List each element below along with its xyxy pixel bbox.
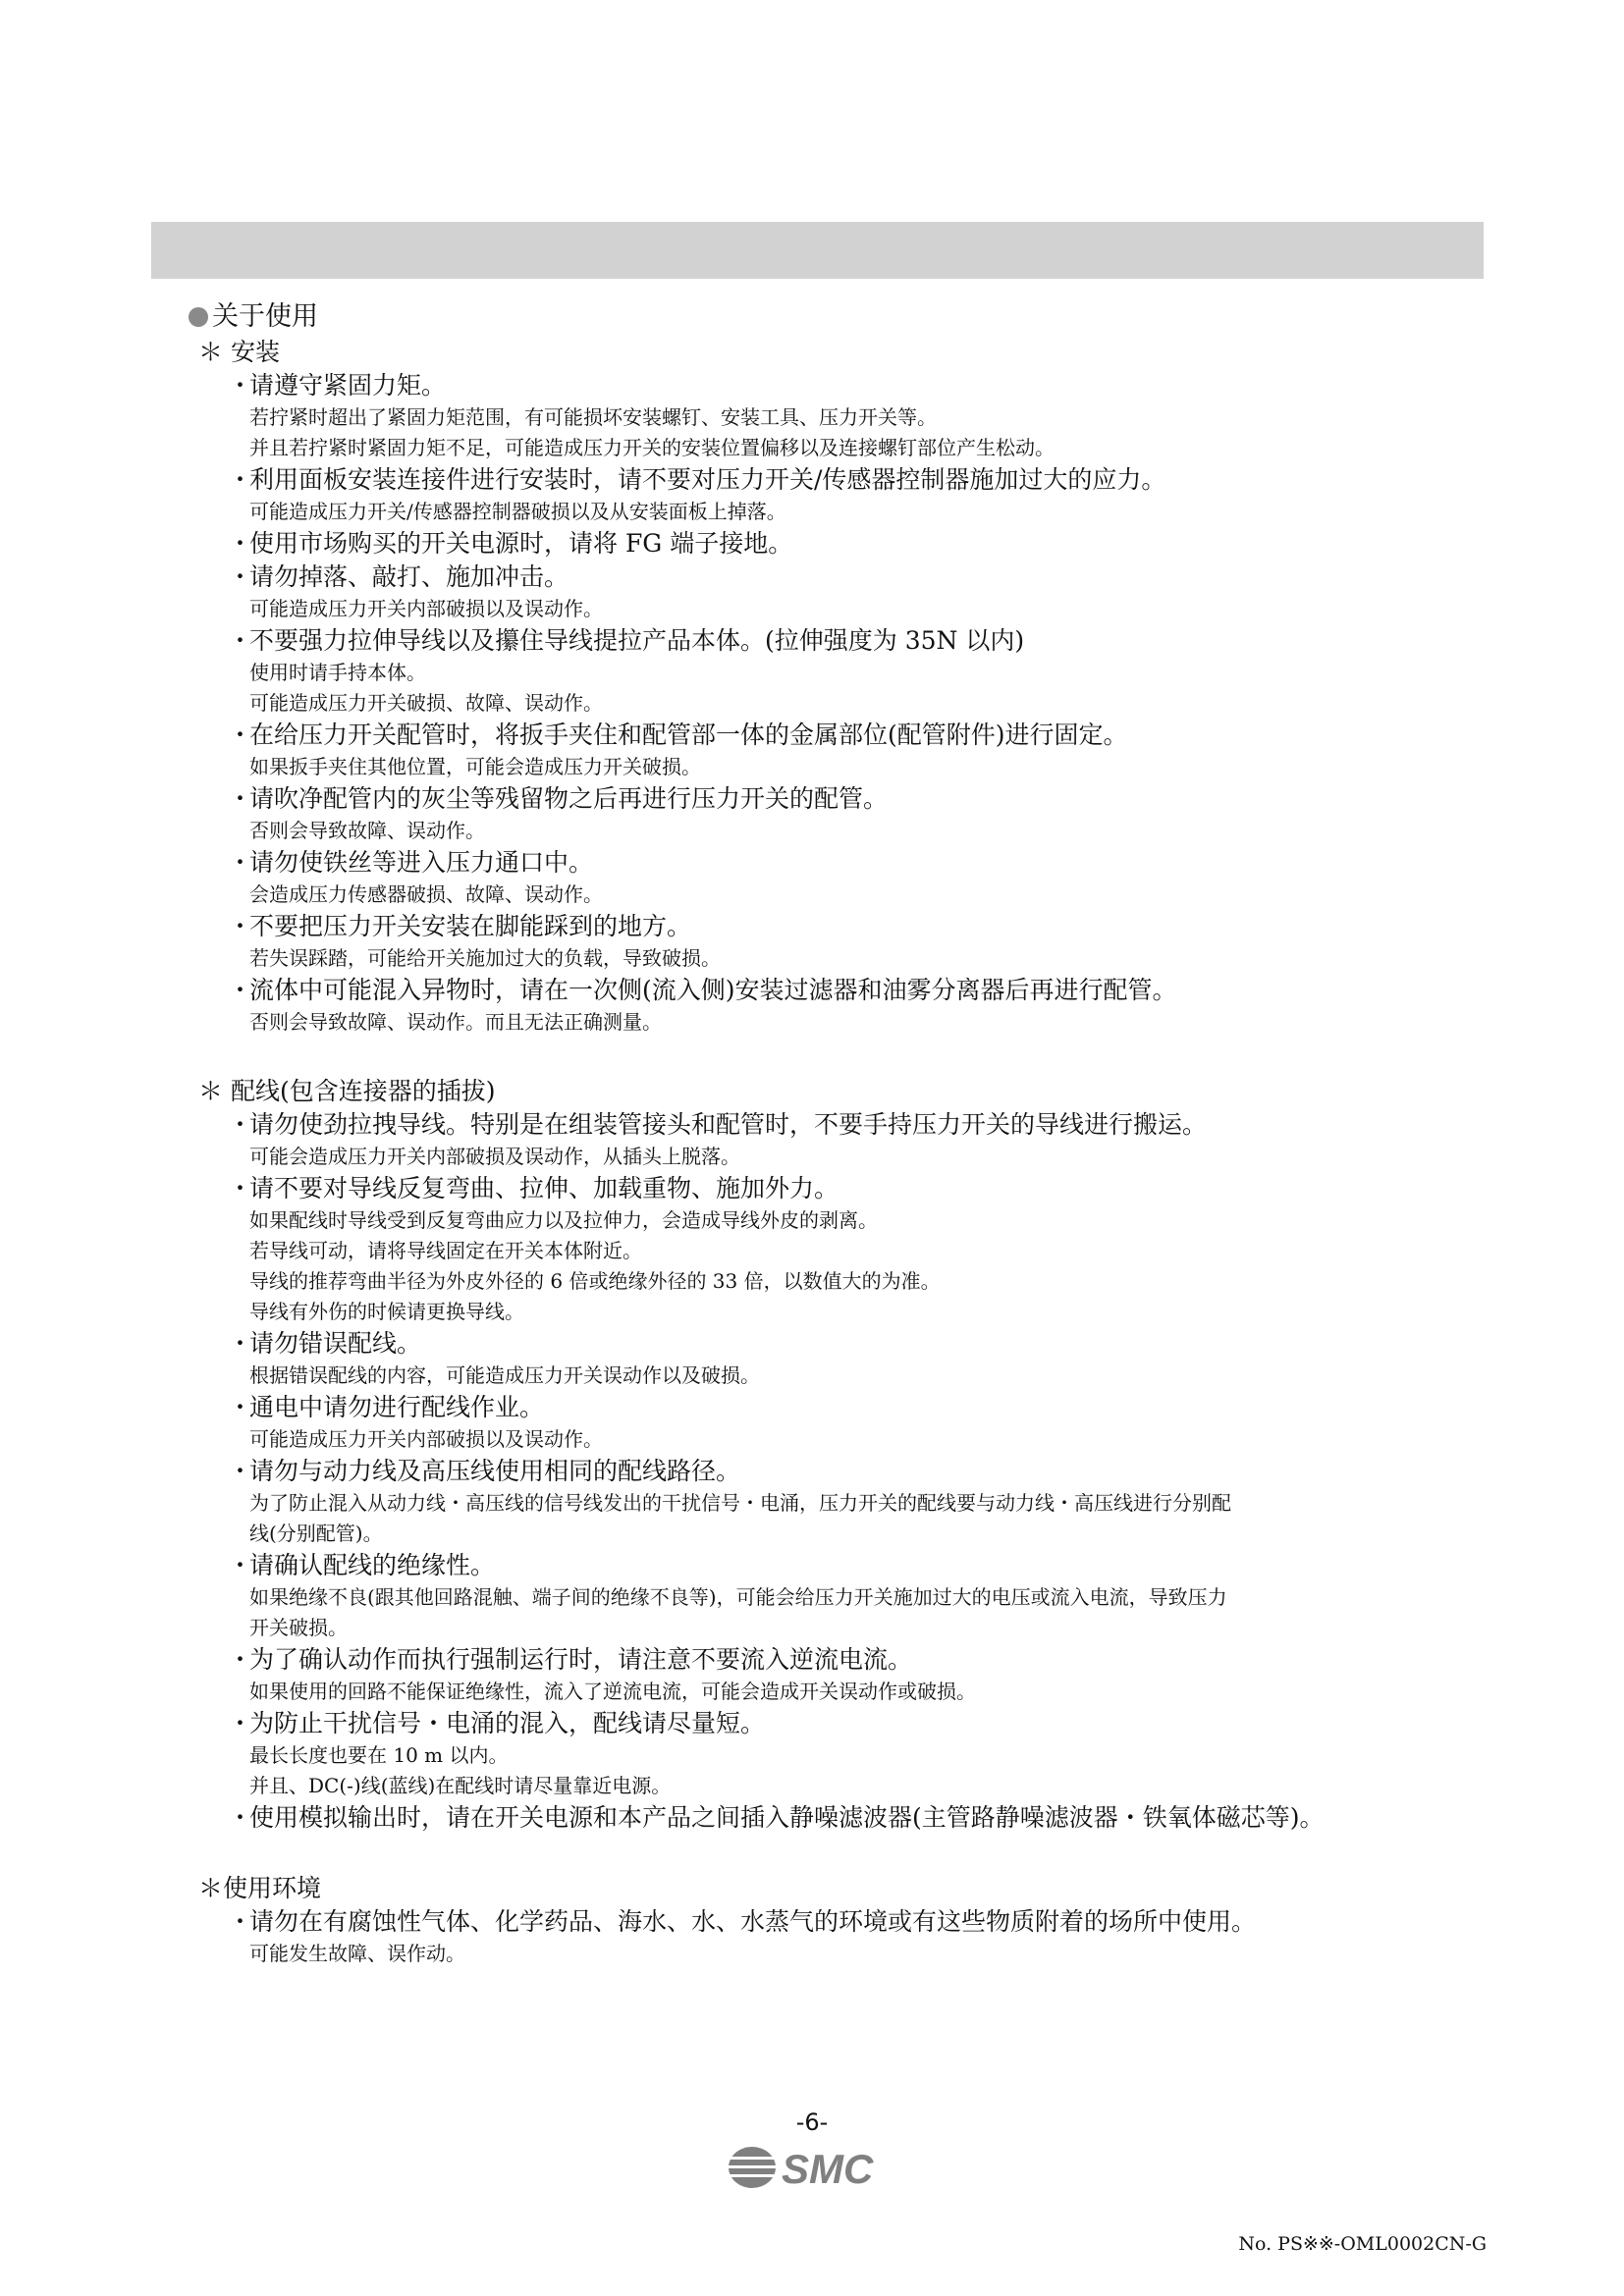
note-line: 若导线可动，请将导线固定在开关本体附近。 bbox=[249, 1239, 642, 1262]
bullet-icon: ・ bbox=[228, 1174, 253, 1202]
bullet-line bbox=[228, 782, 1494, 816]
note-line: 导线的推荐弯曲半径为外皮外径的 6 倍或绝缘外径的 33 倍，以数值大的为准。 bbox=[249, 1269, 941, 1293]
item-text: 请不要对导线反复弯曲、拉伸、加载重物、施加外力。 bbox=[249, 1174, 839, 1202]
section-title: 关于使用 bbox=[212, 301, 318, 332]
bullet-line bbox=[228, 561, 1494, 594]
section-gap bbox=[189, 1835, 1494, 1872]
note-line: 为了防止混入从动力线・高压线的信号线发出的干扰信号・电涌，压力开关的配线要与动力线・高压线进行分别配 bbox=[249, 1491, 1231, 1515]
bullet-line bbox=[228, 1391, 1494, 1424]
bullet-icon: ・ bbox=[228, 1393, 253, 1421]
bullet-icon: ・ bbox=[228, 848, 253, 877]
item-text: 不要把压力开关安装在脚能踩到的地方。 bbox=[249, 912, 692, 940]
wiring-section bbox=[198, 1075, 1494, 1835]
list-item bbox=[228, 1707, 1494, 1801]
list-item bbox=[228, 974, 1494, 1038]
item-notes bbox=[228, 497, 1494, 527]
note-line: 如果使用的回路不能保证绝缘性，流入了逆流电流，可能会造成开关误动作或破损。 bbox=[249, 1680, 976, 1703]
bullet-line bbox=[228, 846, 1494, 880]
item-notes bbox=[228, 1424, 1494, 1455]
wiring-items bbox=[198, 1108, 1494, 1835]
environment-section bbox=[198, 1872, 1494, 1969]
environment-heading: ＊使用环境 bbox=[198, 1874, 322, 1902]
document-number: No. PS※※-OML0002CN-G bbox=[1238, 2233, 1487, 2255]
item-text: 请勿与动力线及高压线使用相同的配线路径。 bbox=[249, 1457, 741, 1485]
item-text: 利用面板安装连接件进行安装时，请不要对压力开关/传感器控制器施加过大的应力。 bbox=[249, 465, 1166, 494]
item-notes bbox=[228, 1488, 1494, 1549]
bullet-icon: ・ bbox=[228, 912, 253, 940]
note-line: 可能造成压力开关内部破损以及误动作。 bbox=[249, 597, 603, 620]
item-text: 请吹净配管内的灰尘等残留物之后再进行压力开关的配管。 bbox=[249, 784, 889, 813]
bullet-line bbox=[228, 1172, 1494, 1205]
note-line: 会造成压力传感器破损、故障、误动作。 bbox=[249, 882, 603, 906]
note-line: 否则会导致故障、误动作。 bbox=[249, 819, 485, 842]
bullet-icon: ・ bbox=[228, 1110, 253, 1139]
list-item bbox=[228, 782, 1494, 846]
note-line: 导线有外伤的时候请更换导线。 bbox=[249, 1300, 524, 1323]
page-number: -6- bbox=[795, 2109, 829, 2136]
bullet-line bbox=[228, 1801, 1494, 1835]
bullet-icon: ・ bbox=[228, 529, 253, 558]
list-item bbox=[228, 1801, 1494, 1835]
item-text: 请确认配线的绝缘性。 bbox=[249, 1551, 496, 1579]
installation-section bbox=[198, 336, 1494, 1038]
list-item bbox=[228, 910, 1494, 974]
item-text: 请遵守紧固力矩。 bbox=[249, 371, 447, 400]
bullet-dot-icon bbox=[189, 307, 208, 327]
note-line: 若拧紧时超出了紧固力矩范围，有可能损坏安装螺钉、安装工具、压力开关等。 bbox=[249, 405, 937, 429]
list-item bbox=[228, 1549, 1494, 1643]
bullet-line bbox=[228, 1327, 1494, 1361]
list-item bbox=[228, 1455, 1494, 1549]
note-line: 线(分别配管)。 bbox=[249, 1522, 383, 1545]
note-line: 根据错误配线的内容，可能造成压力开关误动作以及破损。 bbox=[249, 1363, 760, 1387]
item-text: 使用市场购买的开关电源时，请将 FG 端子接地。 bbox=[249, 529, 793, 558]
note-line: 可能造成压力开关内部破损以及误动作。 bbox=[249, 1427, 603, 1451]
bullet-line bbox=[228, 910, 1494, 943]
list-item bbox=[228, 624, 1494, 719]
note-line: 并且、DC(-)线(蓝线)在配线时请尽量靠近电源。 bbox=[249, 1774, 672, 1797]
installation-heading: ＊ 安装 bbox=[198, 338, 280, 366]
item-text: 请勿在有腐蚀性气体、化学药品、海水、水、水蒸气的环境或有这些物质附着的场所中使用。 bbox=[249, 1907, 1257, 1936]
bullet-line bbox=[228, 369, 1494, 402]
item-text: 请勿使铁丝等进入压力通口中。 bbox=[249, 848, 594, 877]
list-item bbox=[228, 1391, 1494, 1455]
installation-items bbox=[198, 369, 1494, 1038]
bullet-icon: ・ bbox=[228, 371, 253, 400]
list-item bbox=[228, 561, 1494, 624]
item-text: 为防止干扰信号・电涌的混入，配线请尽量短。 bbox=[249, 1709, 766, 1737]
note-line: 并且若拧紧时紧固力矩不足，可能造成压力开关的安装位置偏移以及连接螺钉部位产生松动。 bbox=[249, 436, 1055, 459]
wiring-heading: ＊ 配线(包含连接器的插拔) bbox=[198, 1077, 496, 1105]
bullet-line bbox=[228, 1455, 1494, 1488]
item-text: 通电中请勿进行配线作业。 bbox=[249, 1393, 545, 1421]
note-line: 使用时请手持本体。 bbox=[249, 661, 426, 684]
note-line: 若失误踩踏，可能给开关施加过大的负载，导致破损。 bbox=[249, 946, 721, 970]
section-heading bbox=[189, 298, 1494, 336]
item-text: 请勿使劲拉拽导线。特别是在组装管接头和配管时，不要手持压力开关的导线进行搬运。 bbox=[249, 1110, 1208, 1139]
item-notes bbox=[228, 658, 1494, 719]
item-notes bbox=[228, 816, 1494, 846]
list-item bbox=[228, 1172, 1494, 1327]
note-line: 如果扳手夹住其他位置，可能会造成压力开关破损。 bbox=[249, 755, 701, 778]
bullet-icon: ・ bbox=[228, 1803, 253, 1832]
smc-logo-text: SMC bbox=[782, 2146, 874, 2192]
bullet-line bbox=[228, 1905, 1494, 1939]
item-text: 流体中可能混入异物时，请在一次侧(流入侧)安装过滤器和油雾分离器后再进行配管。 bbox=[249, 976, 1177, 1004]
item-text: 在给压力开关配管时，将扳手夹住和配管部一体的金属部位(配管附件)进行固定。 bbox=[249, 721, 1128, 749]
bullet-line bbox=[228, 719, 1494, 752]
list-item bbox=[228, 1108, 1494, 1172]
bullet-icon: ・ bbox=[228, 626, 253, 655]
bullet-icon: ・ bbox=[228, 976, 253, 1004]
bullet-line bbox=[228, 1643, 1494, 1677]
item-notes bbox=[228, 594, 1494, 624]
bullet-icon: ・ bbox=[228, 465, 253, 494]
item-notes bbox=[228, 943, 1494, 974]
item-notes bbox=[228, 1205, 1494, 1327]
item-text: 不要强力拉伸导线以及攥住导线提拉产品本体。(拉伸强度为 35N 以内) bbox=[249, 626, 1025, 655]
bullet-icon: ・ bbox=[228, 562, 253, 591]
bullet-line bbox=[228, 1108, 1494, 1142]
bullet-icon: ・ bbox=[228, 1329, 253, 1358]
note-line: 可能会造成压力开关内部破损及误动作，从插头上脱落。 bbox=[249, 1145, 740, 1168]
bullet-icon: ・ bbox=[228, 1645, 253, 1674]
list-item bbox=[228, 846, 1494, 910]
item-notes bbox=[228, 1939, 1494, 1969]
item-notes bbox=[228, 1677, 1494, 1707]
item-notes bbox=[228, 1740, 1494, 1801]
document-body bbox=[189, 298, 1494, 1969]
bullet-icon: ・ bbox=[228, 1907, 253, 1936]
item-notes bbox=[228, 1582, 1494, 1643]
bullet-line bbox=[228, 624, 1494, 658]
note-line: 否则会导致故障、误动作。而且无法正确测量。 bbox=[249, 1010, 662, 1034]
bullet-line bbox=[228, 527, 1494, 561]
list-item bbox=[228, 369, 1494, 463]
smc-logo bbox=[727, 2143, 913, 2192]
item-text: 请勿错误配线。 bbox=[249, 1329, 422, 1358]
item-notes bbox=[228, 402, 1494, 463]
header-band bbox=[151, 222, 1484, 279]
bullet-icon: ・ bbox=[228, 784, 253, 813]
list-item bbox=[228, 1327, 1494, 1391]
note-line: 可能造成压力开关/传感器控制器破损以及从安装面板上掉落。 bbox=[249, 500, 786, 523]
list-item bbox=[228, 463, 1494, 527]
note-line: 开关破损。 bbox=[249, 1616, 348, 1639]
list-item bbox=[228, 527, 1494, 561]
bullet-line bbox=[228, 1707, 1494, 1740]
bullet-icon: ・ bbox=[228, 1457, 253, 1485]
bullet-icon: ・ bbox=[228, 1709, 253, 1737]
item-text: 请勿掉落、敲打、施加冲击。 bbox=[249, 562, 569, 591]
item-notes bbox=[228, 752, 1494, 782]
note-line: 最长长度也要在 10 m 以内。 bbox=[249, 1743, 509, 1767]
environment-items bbox=[198, 1905, 1494, 1969]
note-line: 可能造成压力开关破损、故障、误动作。 bbox=[249, 691, 603, 715]
item-notes bbox=[228, 880, 1494, 910]
item-notes bbox=[228, 1007, 1494, 1038]
bullet-line bbox=[228, 1549, 1494, 1582]
section-gap bbox=[189, 1038, 1494, 1075]
note-line: 如果绝缘不良(跟其他回路混触、端子间的绝缘不良等)，可能会给压力开关施加过大的电压或流入电流，导致压力 bbox=[249, 1585, 1227, 1609]
smc-logo-mark-icon bbox=[727, 2147, 778, 2188]
note-line: 如果配线时导线受到反复弯曲应力以及拉伸力，会造成导线外皮的剥离。 bbox=[249, 1208, 878, 1232]
list-item bbox=[228, 719, 1494, 782]
bullet-line bbox=[228, 974, 1494, 1007]
bullet-icon: ・ bbox=[228, 1551, 253, 1579]
item-text: 使用模拟输出时，请在开关电源和本产品之间插入静噪滤波器(主管路静噪滤波器・铁氧体磁芯等)。 bbox=[249, 1803, 1325, 1832]
bullet-icon: ・ bbox=[228, 721, 253, 749]
item-notes bbox=[228, 1361, 1494, 1391]
list-item bbox=[228, 1905, 1494, 1969]
list-item bbox=[228, 1643, 1494, 1707]
note-line: 可能发生故障、误作动。 bbox=[249, 1942, 465, 1965]
item-notes bbox=[228, 1142, 1494, 1172]
item-text: 为了确认动作而执行强制运行时，请注意不要流入逆流电流。 bbox=[249, 1645, 913, 1674]
bullet-line bbox=[228, 463, 1494, 497]
